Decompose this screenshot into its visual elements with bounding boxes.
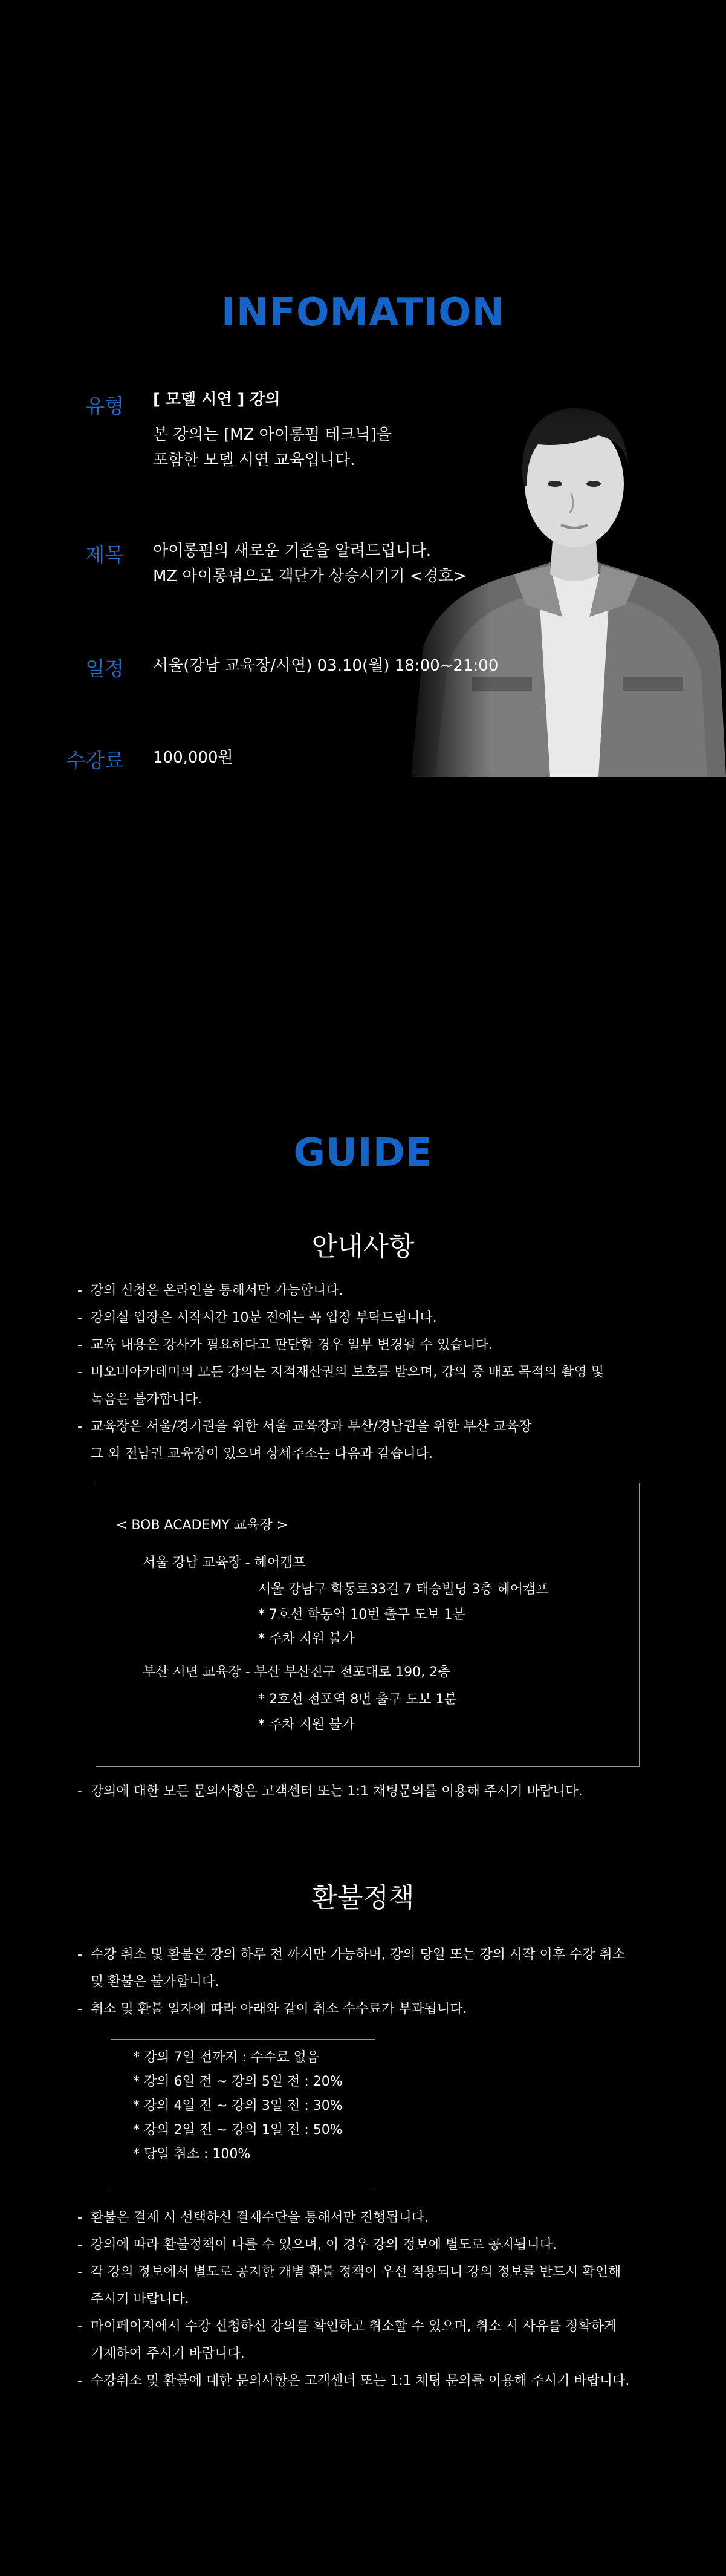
list-item-continuation: 기재하여 주시기 바랍니다. [91,2346,245,2361]
refund-title: 환불정책 [311,1882,415,1913]
guide-title: GUIDE [293,1131,433,1176]
info-label-subject: 제목 [85,543,124,567]
busan-academy-label: 부산 서면 교육장 - 부산 부산진구 전포대로 190, 2층 [143,1665,451,1680]
list-item: - 교육 내용은 강사가 필요하다고 판단할 경우 일부 변경될 수 있습니다. [77,1332,658,1359]
fee-row: * 당일 취소 : 100% [133,2147,251,2162]
list-item: - 수강 취소 및 환불은 강의 하루 전 까지만 가능하며, 강의 당일 또는 강의 시작 이후 수강 취소 [77,1941,658,1968]
refund-fee-table [133,2046,343,2167]
info-value-subject [153,538,467,589]
list-item: - 수강취소 및 환불에 대한 문의사항은 고객센터 또는 1:1 채팅 문의를 이용해 주시기 바랍니다. [77,2367,658,2395]
notice-footer [77,1778,658,1805]
info-title: INFOMATION [221,290,505,335]
list-item: - 강의에 따라 환불정책이 다를 수 있으며, 이 경우 강의 정보에 별도로 공지됩니다. [77,2231,658,2259]
notice-title: 안내사항 [311,1231,415,1262]
seoul-parking: * 주차 지원 불가 [258,1631,355,1647]
list-item: - 환불은 결제 시 선택하신 결제수단을 통해서만 진행됩니다. [77,2204,658,2231]
list-item: - 강의 신청은 온라인을 통해서만 가능합니다. [77,1277,658,1304]
fee-row: * 강의 7일 전까지 : 수수료 없음 [133,2050,320,2065]
seoul-address: 서울 강남구 학동로33길 7 태승빌딩 3층 헤어캠프 [258,1582,549,1597]
list-item: - 비오비아카데미의 모든 강의는 지적재산권의 보호를 받으며, 강의 중 배포 목적의 촬영 및 [77,1359,658,1386]
fee-row: * 강의 2일 전 ~ 강의 1일 전 : 50% [133,2122,343,2138]
info-value-schedule [153,653,498,678]
busan-subway: * 2호선 전포역 8번 출구 도보 1분 [258,1692,457,1707]
list-item-continuation: 그 외 전남권 교육장이 있으며 상세주소는 다음과 같습니다. [91,1446,433,1462]
busan-parking: * 주차 지원 불가 [258,1717,355,1732]
list-item: - 교육장은 서울/경기권을 위한 서울 교육장과 부산/경남권을 위한 부산 교육장 [77,1413,658,1440]
info-type-line-3: 포함한 모델 시연 교육입니다. [153,451,355,469]
list-item: - 마이페이지에서 수강 신청하신 강의를 확인하고 취소할 수 있으며, 취소 시 사유를 정확하게 [77,2313,658,2340]
list-item-continuation: 및 환불은 불가합니다. [91,1974,219,1989]
info-subject-line-2: MZ 아이롱펌으로 객단가 상승시키기 <경호> [153,567,467,585]
fee-row: * 강의 4일 전 ~ 강의 3일 전 : 30% [133,2098,343,2113]
list-item: - 강의에 대한 모든 문의사항은 고객센터 또는 1:1 채팅문의를 이용해 주시기 바랍니다. [77,1778,658,1805]
refund-list-bottom [77,2204,658,2395]
list-item: - 강의실 입장은 시작시간 10분 전에는 꼭 입장 부탁드립니다. [77,1304,658,1332]
info-schedule-line-1: 서울(강남 교육장/시연) 03.10(월) 18:00~21:00 [153,657,499,675]
info-fee-line-1: 100,000원 [153,749,233,767]
info-value-fee [153,745,233,770]
academy-heading: < BOB ACADEMY 교육장 > [116,1518,288,1533]
seoul-subway: * 7호선 학동역 10번 출구 도보 1분 [258,1607,465,1622]
info-label-fee: 수강료 [66,749,124,772]
notice-list [77,1277,658,1468]
info-label-schedule: 일정 [85,657,124,680]
list-item-continuation: 주시기 바랍니다. [91,2292,189,2307]
list-item-continuation: 녹음은 불가합니다. [91,1392,203,1407]
list-item: - 취소 및 환불 일자에 따라 아래와 같이 취소 수수료가 부과됩니다. [77,1995,658,2023]
info-type-line-2: 본 강의는 [MZ 아이롱펌 테크닉]을 [153,426,392,444]
info-type-line-1: [ 모델 시연 ] 강의 [153,391,280,409]
list-item: - 각 강의 정보에서 별도로 공지한 개별 환불 정책이 우선 적용되니 강의 정보를 반드시 확인해 [77,2259,658,2286]
info-subject-line-1: 아이롱펌의 새로운 기준을 알려드립니다. [153,542,432,560]
info-value-type [153,387,392,473]
refund-list-top [77,1941,658,2023]
info-label-type: 유형 [85,394,124,418]
fee-row: * 강의 6일 전 ~ 강의 5일 전 : 20% [133,2074,343,2089]
seoul-academy-label: 서울 강남 교육장 - 헤어캠프 [143,1555,306,1570]
